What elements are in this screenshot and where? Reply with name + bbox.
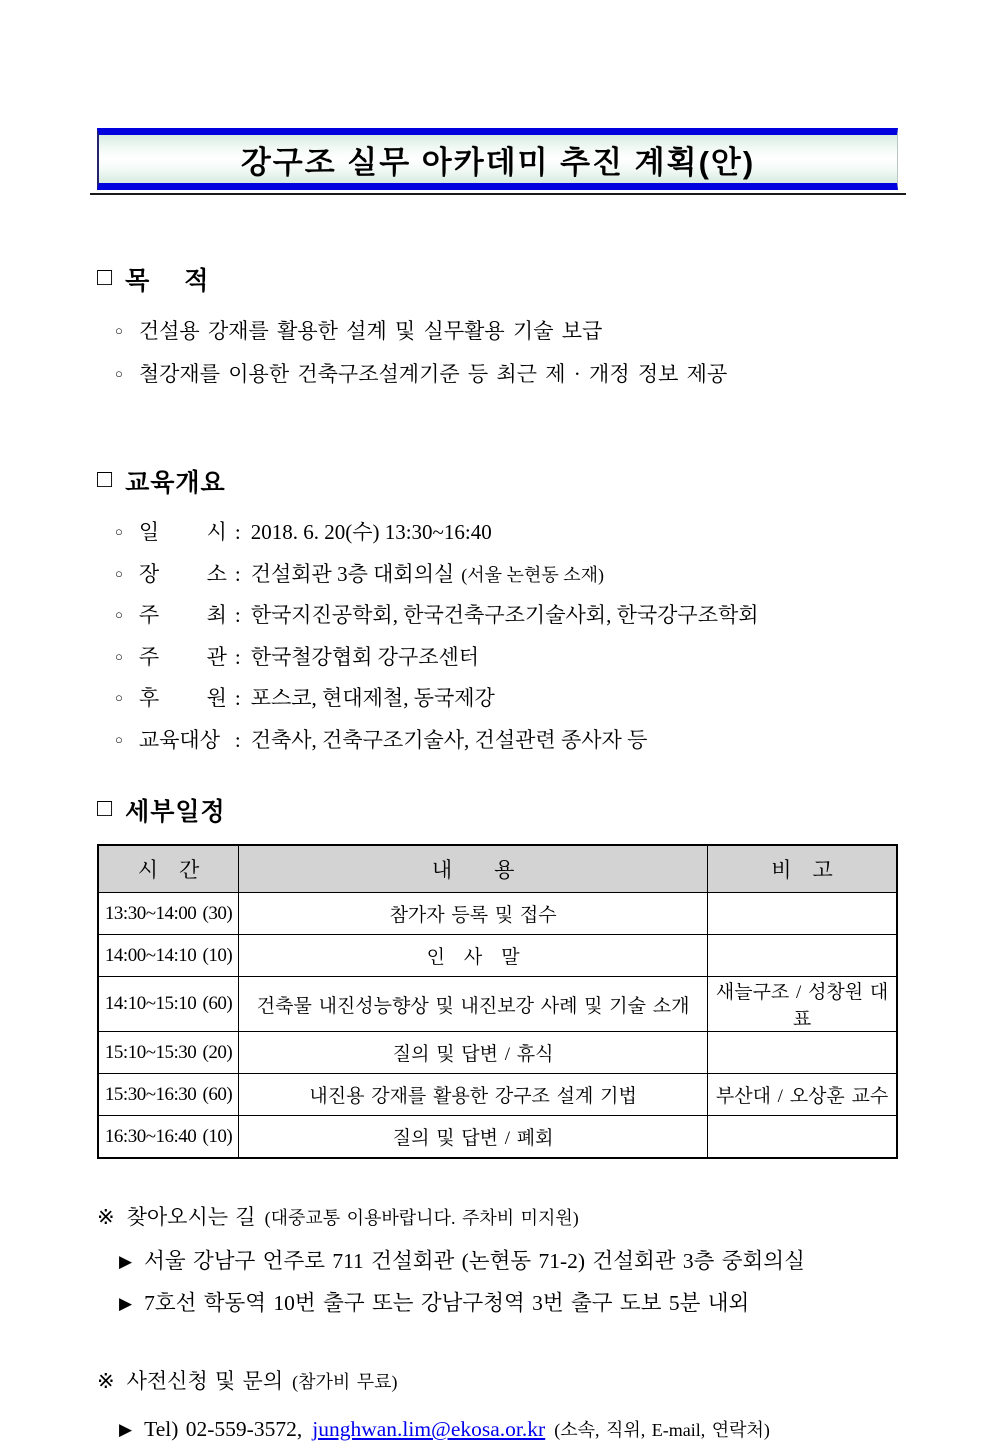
schedule-heading-text: 세부일정 — [125, 798, 226, 826]
field-label: 주 최 — [138, 603, 227, 627]
directions-title: 찾아오시는 길 — [126, 1205, 256, 1229]
reference-mark-icon: ※ — [97, 1205, 115, 1229]
list-item — [115, 679, 898, 721]
field-label: 교육대상 — [138, 727, 221, 752]
schedule-cell-note: 부산대 / 오상훈 교수 — [708, 1074, 897, 1116]
registration-title: 사전신청 및 문의 — [126, 1369, 284, 1393]
overview-heading-text: 교육개요 — [125, 469, 226, 497]
colon-separator: : — [234, 727, 241, 752]
circle-bullet-icon: ○ — [115, 648, 123, 664]
column-header-content: 내 용 — [239, 845, 708, 893]
purpose-item-text: 건설용 강재를 활용한 설계 및 실무활용 기술 보급 — [138, 319, 603, 343]
schedule-cell-time: 14:00~14:10 (10) — [98, 935, 239, 977]
arrow-bullet-icon: ▶ — [119, 1420, 133, 1439]
circle-bullet-icon: ○ — [115, 731, 123, 747]
field-label: 후 원 — [138, 686, 227, 710]
contact-phone: Tel) 02-559-3572, — [144, 1417, 303, 1441]
list-item — [115, 638, 898, 680]
schedule-cell-note — [708, 893, 897, 935]
schedule-cell-time: 15:30~16:30 (60) — [98, 1074, 239, 1116]
colon-separator: : — [234, 561, 241, 586]
table-row — [98, 935, 897, 977]
list-item — [115, 596, 898, 638]
colon-separator: : — [234, 520, 241, 544]
schedule-cell-content: 건축물 내진성능향상 및 내진보강 사례 및 기술 소개 — [239, 977, 708, 1032]
field-value: 건축사, 건축구조기술사, 건설관련 종사자 등 — [250, 727, 648, 752]
directions-item-text: 서울 강남구 언주로 711 건설회관 (논현동 71-2) 건설회관 3층 중회의실 — [144, 1249, 805, 1273]
field-note: (서울 논현동 소재) — [461, 564, 604, 585]
circle-bullet-icon: ○ — [115, 690, 123, 705]
schedule-cell-time: 15:10~15:30 (20) — [98, 1032, 239, 1074]
directions-heading — [97, 1201, 898, 1231]
contact-email-link[interactable]: junghwan.lim@ekosa.or.kr — [312, 1417, 546, 1441]
contact-email-note: (소속, 직위, E-mail, 연락처) — [554, 1420, 770, 1440]
schedule-cell-content: 질의 및 답변 / 휴식 — [239, 1032, 708, 1074]
table-row — [98, 1116, 897, 1159]
square-bullet-icon: □ — [97, 464, 114, 493]
colon-separator: : — [234, 644, 241, 669]
field-value: 건설회관 3층 대회의실 — [250, 561, 455, 586]
purpose-heading-text: 목 적 — [125, 267, 210, 295]
list-item — [115, 555, 898, 597]
schedule-cell-note: 새늘구조 / 성창원 대표 — [708, 977, 897, 1032]
directions-note: (대중교통 이용바랍니다. 주차비 미지원) — [264, 1208, 579, 1228]
section-heading-schedule — [97, 792, 898, 828]
schedule-cell-time: 16:30~16:40 (10) — [98, 1116, 239, 1159]
circle-bullet-icon: ○ — [115, 565, 123, 581]
field-value: 한국지진공학회, 한국건축구조기술사회, 한국강구조학회 — [250, 603, 759, 627]
directions-item — [119, 1283, 898, 1325]
contact-line — [119, 1409, 898, 1451]
purpose-item-text: 철강재를 이용한 건축구조설계기준 등 최근 제 · 개정 정보 제공 — [138, 362, 728, 386]
overview-list — [115, 513, 898, 762]
banner-underline-rule — [90, 193, 906, 195]
section-heading-overview — [97, 463, 898, 499]
circle-bullet-icon: ○ — [115, 323, 123, 338]
title-banner — [97, 128, 898, 190]
colon-separator: : — [234, 603, 241, 627]
document-title: 강구조 실무 아카데미 추진 계획(안) — [240, 144, 756, 180]
schedule-cell-time: 14:10~15:10 (60) — [98, 977, 239, 1032]
schedule-cell-content: 참가자 등록 및 접수 — [239, 893, 708, 935]
section-heading-purpose — [97, 261, 898, 297]
reference-mark-icon: ※ — [97, 1369, 115, 1393]
field-value: 한국철강협회 강구조센터 — [250, 644, 480, 669]
list-item — [115, 311, 898, 354]
table-row — [98, 977, 897, 1032]
registration-heading — [97, 1365, 898, 1395]
table-row — [98, 893, 897, 935]
directions-item-text: 7호선 학동역 10번 출구 또는 강남구청역 3번 출구 도보 5분 내외 — [144, 1291, 750, 1315]
arrow-bullet-icon: ▶ — [119, 1252, 133, 1271]
schedule-cell-content: 질의 및 답변 / 폐회 — [239, 1116, 708, 1159]
field-value: 2018. 6. 20(수) 13:30~16:40 — [250, 520, 492, 544]
circle-bullet-icon: ○ — [115, 366, 123, 381]
schedule-cell-note — [708, 1032, 897, 1074]
registration-note: (참가비 무료) — [292, 1372, 398, 1392]
schedule-cell-content: 내진용 강재를 활용한 강구조 설계 기법 — [239, 1074, 708, 1116]
schedule-cell-note — [708, 935, 897, 977]
field-value: 포스코, 현대제철, 동국제강 — [250, 686, 495, 710]
purpose-list — [115, 311, 898, 397]
list-item — [115, 513, 898, 555]
circle-bullet-icon: ○ — [115, 607, 123, 622]
table-header-row — [98, 845, 897, 893]
schedule-cell-time: 13:30~14:00 (30) — [98, 893, 239, 935]
field-label: 일 시 — [138, 520, 227, 544]
field-label: 주 관 — [138, 644, 227, 669]
schedule-cell-note — [708, 1116, 897, 1159]
field-label: 장 소 — [138, 561, 227, 586]
circle-bullet-icon: ○ — [115, 524, 123, 539]
table-row — [98, 1032, 897, 1074]
directions-item — [119, 1241, 898, 1283]
schedule-cell-content: 인 사 말 — [239, 935, 708, 977]
square-bullet-icon: □ — [97, 262, 114, 291]
square-bullet-icon: □ — [97, 793, 114, 822]
schedule-table — [97, 844, 898, 1159]
colon-separator: : — [234, 686, 241, 710]
column-header-time: 시 간 — [98, 845, 239, 893]
column-header-note: 비 고 — [708, 845, 897, 893]
arrow-bullet-icon: ▶ — [119, 1294, 133, 1313]
list-item — [115, 354, 898, 397]
table-row — [98, 1074, 897, 1116]
list-item — [115, 721, 898, 763]
